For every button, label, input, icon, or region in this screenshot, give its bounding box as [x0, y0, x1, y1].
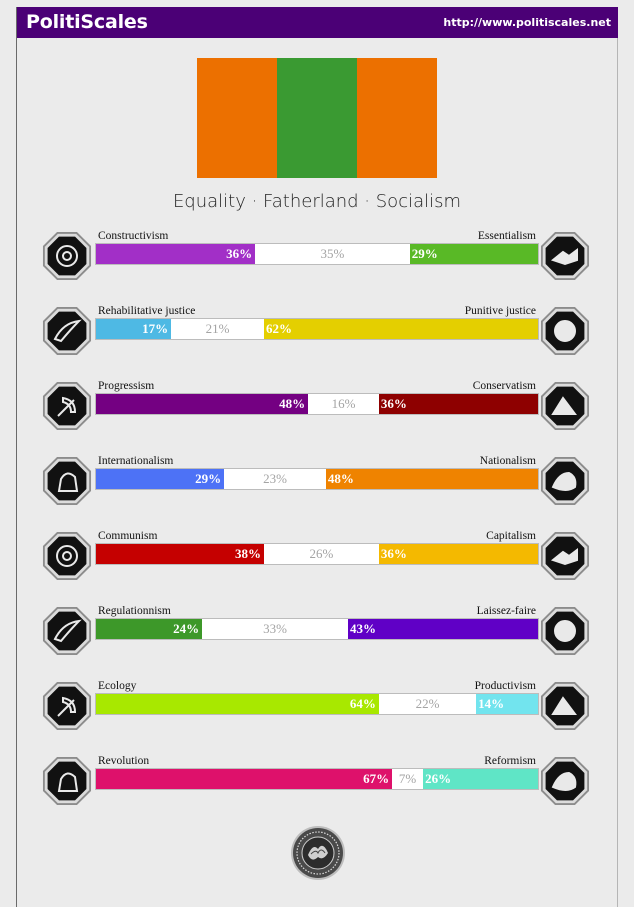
axis-bar — [95, 618, 539, 640]
axis-bar-left-segment: 36% — [96, 244, 255, 264]
axis-right-label: Nationalism — [479, 455, 536, 467]
axis-bar-left-segment: 64% — [96, 694, 379, 714]
axis-bar-right-segment: 36% — [379, 394, 538, 414]
axis-bar-left-segment: 29% — [96, 469, 224, 489]
axis-bar-right-segment: 14% — [476, 694, 538, 714]
top-bar — [17, 7, 618, 38]
flag-stripe-right — [357, 58, 437, 178]
axis-bar — [95, 468, 539, 490]
axis-row — [17, 680, 617, 736]
internationalism-icon — [41, 455, 93, 507]
nationalism-icon — [539, 455, 591, 507]
brand-title[interactable]: PolitiScales — [26, 11, 148, 33]
axis-bar-left-segment: 67% — [96, 769, 392, 789]
axis-bar-neutral-segment: 22% — [379, 694, 476, 714]
axis-row — [17, 230, 617, 286]
axis-bar-neutral-segment: 16% — [308, 394, 379, 414]
reformism-icon — [539, 755, 591, 807]
axis-bar-left-segment: 24% — [96, 619, 202, 639]
axis-right-label: Essentialism — [477, 230, 536, 242]
axis-row — [17, 530, 617, 586]
conservatism-icon — [539, 380, 591, 432]
axis-row — [17, 605, 617, 661]
results-page — [16, 7, 618, 907]
axis-bar — [95, 768, 539, 790]
punitive-justice-icon — [539, 305, 591, 357]
axis-row — [17, 455, 617, 511]
flag — [197, 58, 437, 178]
axis-bar-left-segment: 48% — [96, 394, 308, 414]
axis-right-label: Laissez-faire — [476, 605, 536, 617]
axis-right-label: Reformism — [484, 755, 536, 767]
motto: Equality · Fatherland · Socialism — [172, 191, 462, 212]
axis-bar — [95, 393, 539, 415]
axis-right-label: Conservatism — [472, 380, 536, 392]
axis-left-label: Revolution — [98, 755, 150, 767]
axis-bar-right-segment: 48% — [326, 469, 538, 489]
axis-row — [17, 755, 617, 811]
flag-stripe-middle — [277, 58, 357, 178]
rehabilitative-justice-icon — [41, 305, 93, 357]
axis-bar — [95, 543, 539, 565]
axis-row — [17, 380, 617, 436]
axis-bar-neutral-segment: 23% — [224, 469, 326, 489]
axis-bar-right-segment: 62% — [264, 319, 538, 339]
axis-bar-neutral-segment: 35% — [255, 244, 410, 264]
axis-bar — [95, 243, 539, 265]
axis-bar-neutral-segment: 33% — [202, 619, 348, 639]
axis-right-label: Punitive justice — [464, 305, 536, 317]
axis-left-label: Regulationnism — [98, 605, 171, 617]
axis-left-label: Internationalism — [98, 455, 174, 467]
axis-bar-left-segment: 38% — [96, 544, 264, 564]
axis-left-label: Communism — [98, 530, 158, 542]
axis-row — [17, 305, 617, 361]
axis-left-label: Ecology — [98, 680, 137, 692]
axis-bar — [95, 318, 539, 340]
axis-right-label: Capitalism — [486, 530, 536, 542]
axis-bar-left-segment: 17% — [96, 319, 171, 339]
axis-left-label: Constructivism — [98, 230, 169, 242]
politiscales-seal-icon — [290, 825, 346, 881]
axis-bar-right-segment: 26% — [423, 769, 538, 789]
axis-bar-neutral-segment: 26% — [264, 544, 379, 564]
progressism-icon — [41, 380, 93, 432]
laissez-faire-icon — [539, 605, 591, 657]
axis-bar — [95, 693, 539, 715]
axis-left-label: Progressism — [98, 380, 155, 392]
axis-right-label: Productivism — [474, 680, 536, 692]
flag-stripe-left — [197, 58, 277, 178]
axis-bar-right-segment: 36% — [379, 544, 538, 564]
essentialism-icon — [539, 230, 591, 282]
productivism-icon — [539, 680, 591, 732]
site-url[interactable]: http://www.politiscales.net — [443, 16, 611, 29]
ecology-icon — [41, 680, 93, 732]
revolution-icon — [41, 755, 93, 807]
regulationnism-icon — [41, 605, 93, 657]
axis-bar-right-segment: 43% — [348, 619, 538, 639]
constructivism-icon — [41, 230, 93, 282]
communism-icon — [41, 530, 93, 582]
axis-bar-neutral-segment: 7% — [392, 769, 423, 789]
axis-bar-right-segment: 29% — [410, 244, 538, 264]
axis-bar-neutral-segment: 21% — [171, 319, 264, 339]
capitalism-icon — [539, 530, 591, 582]
axis-left-label: Rehabilitative justice — [98, 305, 196, 317]
